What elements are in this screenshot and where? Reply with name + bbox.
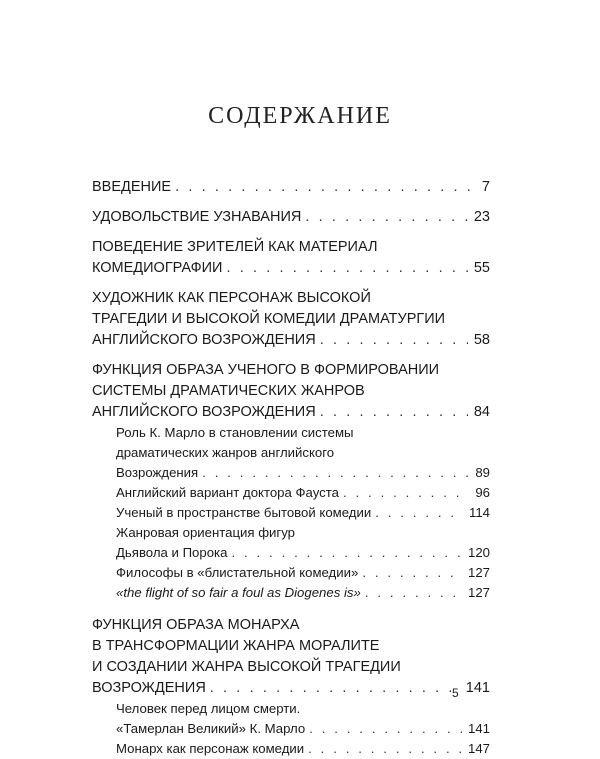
leader-dots	[309, 719, 462, 739]
leader-dots	[226, 258, 467, 279]
toc-page-number: 141	[467, 721, 490, 736]
toc-subentry-marlowe[interactable]	[92, 423, 490, 483]
toc-subentry-monarch-comedy[interactable]	[92, 739, 490, 759]
toc-entry-title: ВВЕДЕНИЕ	[92, 179, 172, 195]
toc-entry-title: Возрождения	[116, 465, 199, 480]
leader-dots	[375, 503, 463, 523]
toc-entry-title: АНГЛИЙСКОГО ВОЗРОЖДЕНИЯ	[92, 332, 316, 348]
toc-entry-title: Философы в «блистательной комедии»	[116, 565, 359, 580]
toc-entry-title-line: ПОВЕДЕНИЕ ЗРИТЕЛЕЙ КАК МАТЕРИАЛ	[92, 239, 378, 255]
toc-entry-title: Английский вариант доктора Фауста	[116, 485, 339, 500]
leader-dots	[305, 207, 468, 228]
toc-entry-title: АНГЛИЙСКОГО ВОЗРОЖДЕНИЯ	[92, 404, 316, 420]
leader-dots	[365, 583, 462, 603]
leader-dots	[320, 330, 468, 351]
toc-entry-title-line: Человек перед лицом смерти.	[116, 701, 301, 716]
toc-page-number: 120	[467, 545, 490, 560]
toc-subentry-philosophers[interactable]	[92, 563, 490, 583]
toc-entry-title-line: СИСТЕМЫ ДРАМАТИЧЕСКИХ ЖАНРОВ	[92, 383, 365, 399]
toc-subentry-comedy-scholar[interactable]	[92, 503, 490, 523]
leader-dots	[202, 463, 469, 483]
toc-entry-title-line: ФУНКЦИЯ ОБРАЗА МОНАРХА	[92, 617, 300, 633]
page-title: СОДЕРЖАНИЕ	[208, 103, 392, 129]
toc-page-number: 84	[473, 404, 490, 420]
toc-entry-title: «Тамерлан Великий» К. Марло	[116, 721, 306, 736]
leader-dots	[175, 177, 476, 198]
toc-entry-recognition[interactable]	[92, 207, 490, 228]
leader-dots	[320, 402, 468, 423]
toc-entry-monarch[interactable]	[92, 615, 490, 699]
toc-subentry-faustus[interactable]	[92, 483, 490, 503]
toc-page-number: 7	[481, 179, 490, 195]
leader-dots	[231, 543, 462, 563]
table-of-contents	[92, 177, 490, 759]
toc-entry-title-line: ХУДОЖНИК КАК ПЕРСОНАЖ ВЫСОКОЙ	[92, 290, 371, 306]
toc-entry-title: Ученый в пространстве бытовой комедии	[116, 505, 372, 520]
leader-dots	[362, 563, 462, 583]
toc-entry-title: КОМЕДИОГРАФИИ	[92, 260, 223, 276]
leader-dots	[210, 678, 460, 699]
toc-entry-title: ВОЗРОЖДЕНИЯ	[92, 680, 206, 696]
toc-entry-scholar[interactable]	[92, 360, 490, 423]
toc-page-number: 55	[473, 260, 490, 276]
toc-entry-title-line: ФУНКЦИЯ ОБРАЗА УЧЕНОГО В ФОРМИРОВАНИИ	[92, 362, 440, 378]
toc-page-number: 23	[473, 209, 490, 225]
leader-dots	[343, 483, 469, 503]
toc-entry-title: УДОВОЛЬСТВИЕ УЗНАВАНИЯ	[92, 209, 302, 225]
toc-subentry-devil-vice[interactable]	[92, 523, 490, 563]
toc-page-number: 147	[467, 741, 490, 756]
toc-entry-title-line: Жанровая ориентация фигур	[116, 525, 296, 540]
page-number: 5	[452, 686, 459, 700]
toc-page-number: 58	[473, 332, 490, 348]
toc-page-number: 127	[467, 585, 490, 600]
leader-dots	[308, 739, 462, 759]
toc-page-number: 127	[467, 565, 490, 580]
toc-entry-title: «the flight of so fair a foul as Diogenes is»	[116, 585, 361, 600]
toc-page-number: 89	[475, 465, 490, 480]
toc-subentry-tamburlaine[interactable]	[92, 699, 490, 739]
toc-entry-title-line: В ТРАНСФОРМАЦИИ ЖАНРА МОРАЛИТЕ	[92, 638, 380, 654]
toc-entry-artist[interactable]	[92, 288, 490, 351]
toc-page-number: 96	[475, 485, 490, 500]
toc-page-number: 141	[465, 680, 490, 696]
toc-page-number: 114	[468, 505, 490, 520]
toc-entry-introduction[interactable]	[92, 177, 490, 198]
toc-entry-audience[interactable]	[92, 237, 490, 279]
toc-subentry-diogenes[interactable]	[92, 583, 490, 603]
toc-entry-title-line: драматических жанров английского	[116, 445, 335, 460]
toc-entry-title: Дьявола и Порока	[116, 545, 228, 560]
toc-entry-title: Монарх как персонаж комедии	[116, 741, 305, 756]
toc-entry-title-line: ТРАГЕДИИ И ВЫСОКОЙ КОМЕДИИ ДРАМАТУРГИИ	[92, 311, 446, 327]
toc-entry-title-line: Роль К. Марло в становлении системы	[116, 425, 354, 440]
toc-entry-title-line: И СОЗДАНИИ ЖАНРА ВЫСОКОЙ ТРАГЕДИИ	[92, 659, 401, 675]
